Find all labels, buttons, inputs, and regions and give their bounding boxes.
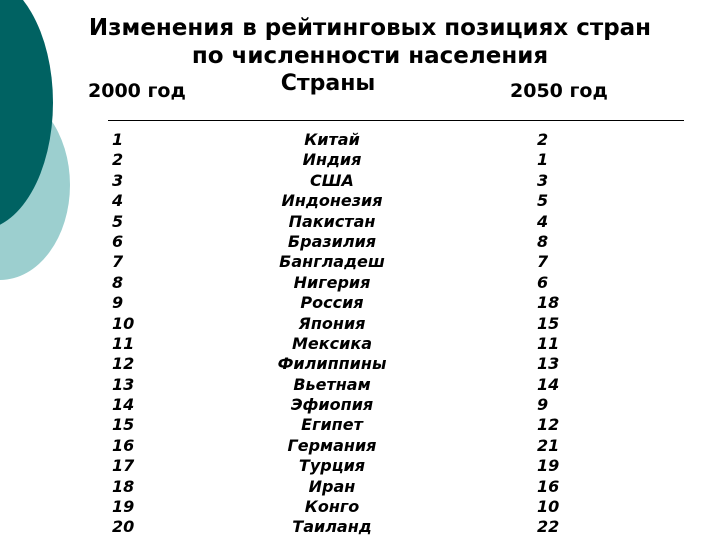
country-name-cell: Мексика (292, 333, 372, 353)
rank-2000-cell: 2 (112, 150, 124, 170)
rank-2050-cell: 21 (537, 435, 560, 455)
country-name-cell: Китай (304, 130, 360, 149)
country-name-cell: Бразилия (287, 231, 377, 251)
slide-title-line-1: Изменения в рейтинговых позициях стран (88, 15, 652, 41)
rank-2000-cell: 16 (112, 435, 135, 455)
slide-title-line-2: по численности населения (191, 43, 549, 69)
rank-2000-cell: 17 (112, 456, 135, 476)
rank-2000-cell: 13 (112, 374, 135, 394)
country-name-cell: США (310, 170, 354, 190)
rank-2000-cell: 8 (112, 272, 124, 292)
country-name-cell: Индонезия (281, 191, 383, 211)
rank-2000-cell: 4 (112, 191, 124, 211)
rank-2000-cell: 9 (112, 293, 124, 313)
rank-2050-cell: 5 (537, 191, 549, 211)
rank-2000-cell: 5 (112, 211, 124, 231)
country-name-cell: Эфиопия (290, 395, 374, 415)
rank-2050-cell: 3 (537, 170, 549, 190)
country-name-cell: Бангладеш (279, 252, 385, 272)
rank-2050-cell: 12 (537, 415, 560, 435)
rank-2050-cell: 10 (537, 497, 560, 517)
rank-2000-cell: 1 (112, 130, 124, 149)
rank-2000-cell: 7 (112, 252, 124, 272)
rank-2050-cell: 14 (537, 374, 560, 394)
country-name-cell: Германия (287, 435, 377, 455)
rank-2050-cell: 18 (537, 293, 560, 313)
country-name-cell: Россия (300, 293, 364, 313)
rank-2000-cell: 6 (112, 231, 124, 251)
rank-2000-cell: 3 (112, 170, 124, 190)
rank-2000-cell: 14 (112, 395, 135, 415)
country-name-cell: Турция (298, 456, 366, 476)
rank-2000-cell: 15 (112, 415, 135, 435)
country-name-cell: Нигерия (293, 272, 371, 292)
country-name-cell: Таиланд (292, 517, 372, 537)
rank-2000-cell: 10 (112, 313, 135, 333)
rank-2050-cell: 8 (537, 231, 549, 251)
country-name-cell: Иран (308, 476, 356, 496)
rank-2050-cell: 9 (537, 395, 549, 415)
rank-2050-cell: 11 (537, 333, 560, 353)
country-name-cell: Япония (298, 313, 366, 333)
header-divider (108, 120, 684, 121)
rank-2000-cell: 20 (112, 517, 135, 537)
rank-2050-cell: 13 (537, 354, 560, 374)
rank-2050-cell: 16 (537, 476, 560, 496)
rank-2050-cell: 22 (537, 517, 560, 537)
country-name-cell: Пакистан (288, 211, 376, 231)
rank-2050-cell: 19 (537, 456, 560, 476)
rank-2050-cell: 1 (537, 150, 549, 170)
rank-2000-cell: 18 (112, 476, 135, 496)
rank-2050-cell: 2 (537, 130, 549, 149)
rank-2050-cell: 7 (537, 252, 549, 272)
country-name-cell: Конго (304, 497, 360, 517)
rank-2050-cell: 15 (537, 313, 560, 333)
rank-2000-cell: 19 (112, 497, 135, 517)
column-header-2050: 2050 год (510, 80, 608, 102)
country-name-cell: Филиппины (277, 354, 387, 374)
country-name-cell: Индия (302, 150, 362, 170)
column-header-countries: Страны (280, 71, 376, 96)
rank-2000-cell: 12 (112, 354, 135, 374)
rank-2000-cell: 11 (112, 333, 135, 353)
column-header-2000: 2000 год (88, 80, 186, 102)
country-name-cell: Египет (301, 415, 363, 435)
country-name-cell: Вьетнам (293, 374, 371, 394)
rank-2000-column (112, 130, 172, 538)
rank-2050-column (537, 130, 597, 538)
rank-2050-cell: 6 (537, 272, 549, 292)
rank-2050-cell: 4 (537, 211, 549, 231)
country-column (262, 130, 402, 538)
